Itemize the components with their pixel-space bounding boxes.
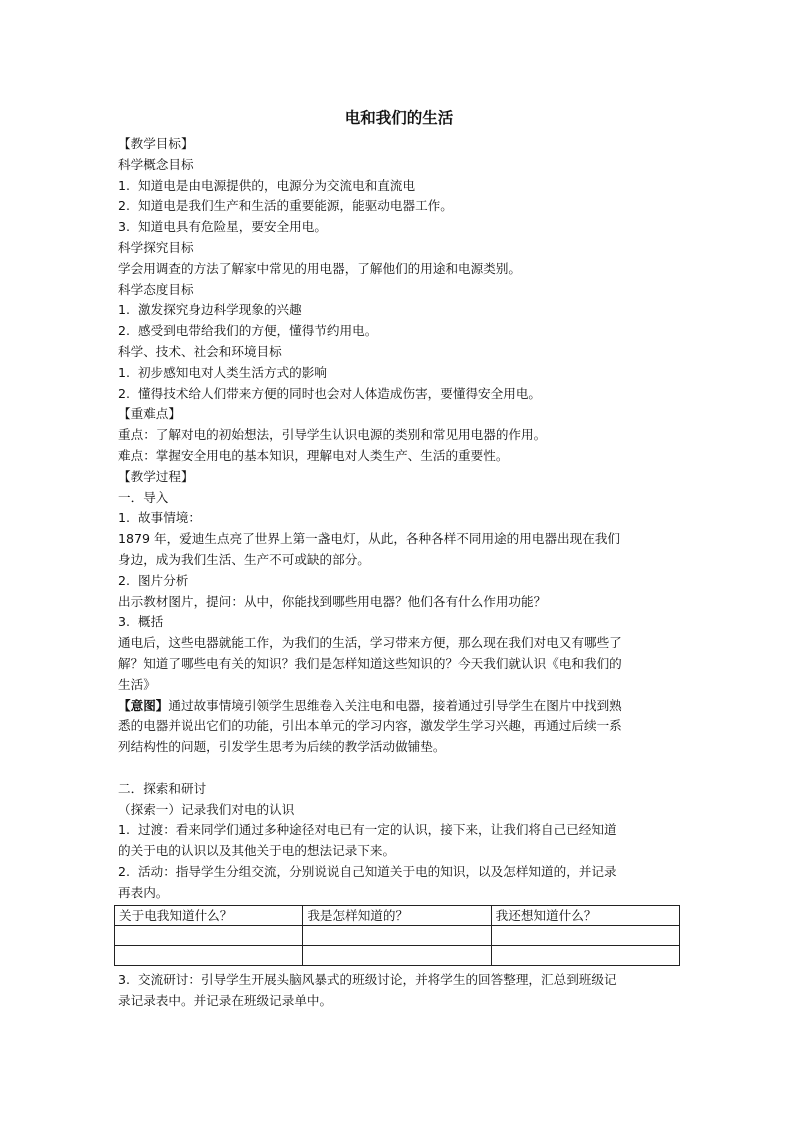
list-item: 2. 知道电是我们生产和生活的重要能源，能驱动电器工作。 (118, 198, 453, 214)
table-header-cell: 我还想知道什么？ (491, 906, 679, 926)
paragraph-line: 【意图】通过故事情境引领学生思维卷入关注电和电器，接着通过引导学生在图片中找到熟 (118, 697, 622, 713)
table-cell (115, 946, 303, 966)
table-header-cell: 我是怎样知道的？ (303, 906, 491, 926)
paragraph-line: 列结构性的问题，引发学生思考为后续的教学活动做铺垫。 (118, 739, 446, 755)
paragraph-line: 解？知道了哪些电有关的知识？我们是怎样知道这些知识的？今天我们就认识《电和我们的 (118, 655, 622, 671)
table-cell (491, 926, 679, 946)
paragraph-key-point: 重点：了解对电的初始想法，引导学生认识电源的类别和常见用电器的作用。 (118, 427, 547, 443)
table-cell (115, 926, 303, 946)
subheading-explore-one: （探索一）记录我们对电的认识 (118, 801, 295, 817)
section-heading-key-points: 【重难点】 (118, 406, 181, 422)
record-table (114, 905, 680, 966)
subheading-stse-goals: 科学、技术、社会和环境目标 (118, 343, 282, 359)
table-header-row (115, 906, 680, 926)
subheading-attitude-goals: 科学态度目标 (118, 281, 194, 297)
list-item: 1. 过渡：看来同学们通过多种途径对电已有一定的认识，接下来，让我们将自己已经知道 (118, 822, 617, 838)
table-row (115, 926, 680, 946)
subheading-concept-goals: 科学概念目标 (118, 156, 194, 172)
list-item: 1. 激发探究身边科学现象的兴趣 (118, 302, 302, 318)
list-item: 2. 图片分析 (118, 572, 189, 588)
blank-line (118, 758, 680, 779)
paragraph-line: 再表内。 (118, 884, 169, 900)
paragraph-line: 的关于电的认识以及其他关于电的想法记录下来。 (118, 843, 396, 859)
table-cell (303, 946, 491, 966)
intent-label: 【意图】 (118, 697, 169, 713)
list-item: 2. 感受到电带给我们的方便，懂得节约用电。 (118, 323, 378, 339)
paragraph-line: 悉的电器并说出它们的功能，引出本单元的学习内容，激发学生学习兴趣，再通过后续一系 (118, 718, 622, 734)
list-item: 1. 知道电是由电源提供的，电源分为交流电和直流电 (118, 177, 416, 193)
paragraph-line: 通电后，这些电器就能工作，为我们的生活，学习带来方便，那么现在我们对电又有哪些了 (118, 635, 622, 651)
paragraph-line: 生活》 (118, 676, 156, 692)
section-heading-process: 【教学过程】 (118, 468, 194, 484)
step-heading-explore: 二．探索和研讨 (118, 780, 207, 796)
subheading-inquiry-goals: 科学探究目标 (118, 239, 194, 255)
list-item: 3. 交流研讨：引导学生开展头脑风暴式的班级讨论，并将学生的回答整理，汇总到班级记 (118, 972, 617, 988)
paragraph: 学会用调查的方法了解家中常见的用电器，了解他们的用途和电源类别。 (118, 260, 521, 276)
list-item: 2. 活动：指导学生分组交流，分别说说自己知道关于电的知识，以及怎样知道的，并记录 (118, 863, 617, 879)
list-item: 1. 故事情境： (118, 510, 201, 526)
paragraph-line: 1879 年，爱迪生点亮了世界上第一盏电灯，从此，各种各样不同用途的用电器出现在我们 (118, 531, 621, 547)
paragraph-line: 出示教材图片，提问：从中，你能找到哪些用电器？他们各有什么作用功能？ (118, 593, 547, 609)
list-item: 3. 知道电具有危险星，要安全用电。 (118, 219, 327, 235)
table-cell (303, 926, 491, 946)
section-heading-goals: 【教学目标】 (118, 136, 194, 151)
paragraph-line: 录记录表中。并记录在班级记录单中。 (118, 993, 333, 1009)
document-page (118, 108, 680, 1012)
list-item: 2. 懂得技术给人们带来方便的同时也会对人体造成伤害，要懂得安全用电。 (118, 385, 541, 401)
table-row (115, 946, 680, 966)
document-title: 电和我们的生活 (344, 109, 454, 127)
table-header-cell: 关于电我知道什么？ (115, 906, 303, 926)
list-item: 1. 初步感知电对人类生活方式的影响 (118, 364, 327, 380)
step-heading-intro: 一．导入 (118, 489, 169, 505)
paragraph-line: 身边，成为我们生活、生产不可或缺的部分。 (118, 551, 370, 567)
list-item: 3. 概括 (118, 614, 164, 630)
table-cell (491, 946, 679, 966)
paragraph-difficult-point: 难点：掌握安全用电的基本知识，理解电对人类生产、生活的重要性。 (118, 447, 509, 463)
